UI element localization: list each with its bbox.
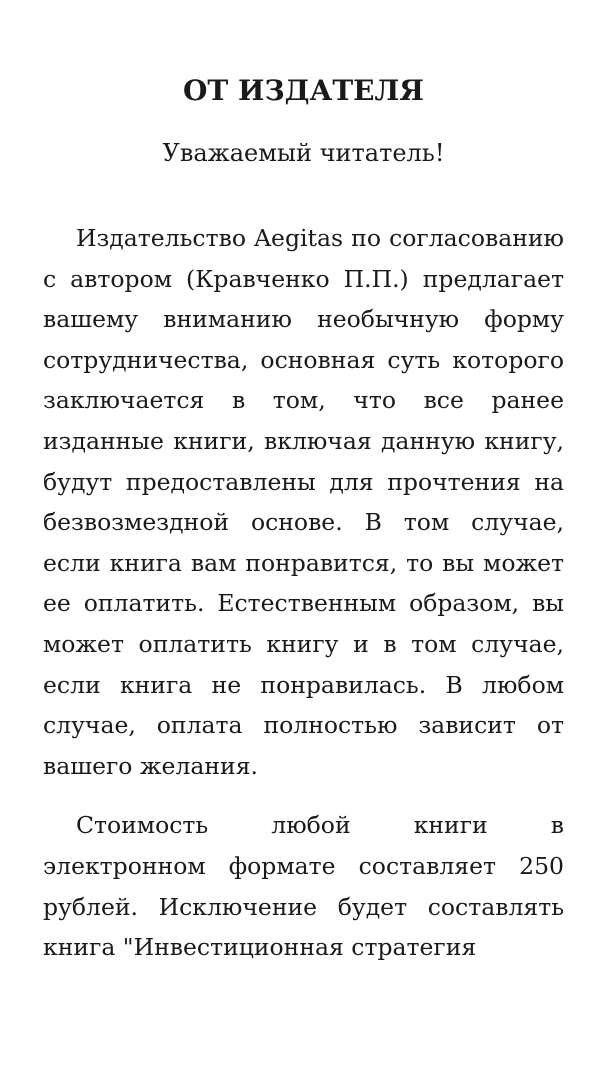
chapter-title: ОТ ИЗДАТЕЛЯ xyxy=(183,74,424,107)
salutation: Уважаемый читатель! xyxy=(162,139,445,167)
paragraph-1: Издательство Aegitas по согласованию с автором (Кравченко П.П.) предлагает вашему вниманию необычную форму сотрудничества, основная суть которого заключается в том, что все ранее изданные книги, включая данную книгу, будут предоставлены для прочтения на безвозмездной основе. В том случае, если книга вам понравится, то вы может ее оплатить. Естественным образом, вы может оплатить книгу и в том случае, если книга не понравилась. В любом случае, оплата полностью зависит от вашего желания. xyxy=(43,224,564,780)
paragraph-2: Стоимость любой книги в электронном формате составляет 250 рублей. Исключение будет составлять книга "Инвестиционная стратегия xyxy=(43,811,564,962)
reader-page xyxy=(43,0,564,1080)
body-text xyxy=(43,218,564,968)
